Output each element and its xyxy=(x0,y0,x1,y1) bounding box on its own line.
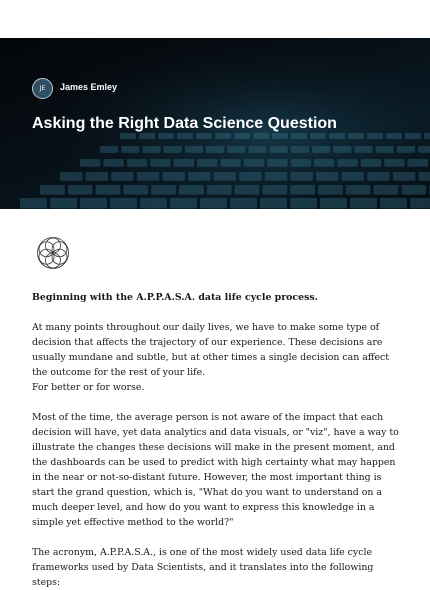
author-name[interactable]: James Emley xyxy=(60,82,118,92)
hero-banner xyxy=(0,38,430,209)
article-paragraph: The acronym, A.P.P.A.S.A., is one of the most widely used data life cycle frameworks used by Data Scientists, and it translates into the following steps: xyxy=(32,547,374,588)
article-paragraph: For better or for worse. xyxy=(32,382,145,393)
avatar[interactable]: JE xyxy=(32,78,53,99)
flower-of-life-icon xyxy=(36,236,70,270)
article-paragraph: At many points throughout our daily lives, we have to make some type of decision that affects the trajectory of our experience. These decisions are usually mundane and subtle, but at other times a single decision can affect the outcome for the rest of your life. xyxy=(32,322,390,378)
page-title: Asking the Right Data Science Question xyxy=(32,115,337,132)
article-body xyxy=(32,290,404,590)
article-paragraph: Most of the time, the average person is not aware of the impact that each decision will have, yet data analytics and data visuals, or "viz", have a way to illustrate the changes these decisions will make in the present moment, and the dashboards can be used to predict with high certainty what may happen in the near or not-so-distant future. However, the most important thing is start the grand question, which is, "What do you want to understand on a much deeper level, and how do you want to express this knowledge in a simple yet effective method to the world?" xyxy=(32,412,399,528)
article-lead: Beginning with the A.P.P.A.S.A. data life cycle process. xyxy=(32,292,318,303)
